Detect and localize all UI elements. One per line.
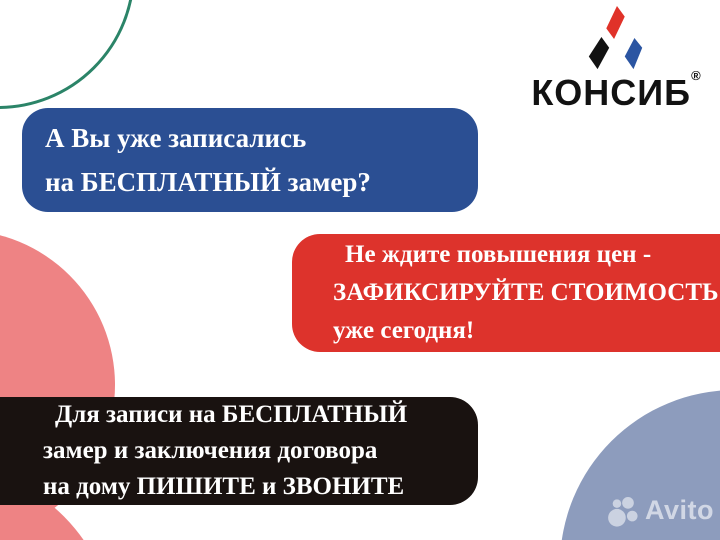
brand-name	[526, 68, 706, 113]
banner-line: уже сегодня!	[333, 317, 475, 344]
banner-line: Для записи на БЕСПЛАТНЫЙ	[55, 401, 408, 428]
registered-trademark-symbol: ®	[691, 68, 701, 83]
avito-logo-icon	[606, 492, 640, 528]
avito-watermark	[606, 492, 714, 528]
banner-line: А Вы уже записались	[45, 123, 307, 153]
banner-line: ЗАФИКСИРУЙТЕ СТОИМОСТЬ	[333, 279, 719, 306]
banner-price-lock	[292, 234, 720, 352]
brand-text: КОНСИБ	[531, 72, 692, 113]
banner-line: на БЕСПЛАТНЫЙ замер?	[45, 167, 371, 197]
konsib-logo-icon	[585, 5, 647, 73]
banner-call-to-action	[0, 397, 478, 505]
banner-line: на дому ПИШИТЕ и ЗВОНИТЕ	[43, 473, 405, 500]
decor-teal-circle-outline	[0, 0, 135, 109]
banner-line: Не ждите повышения цен -	[345, 241, 652, 268]
banner-line: замер и заключения договора	[43, 437, 378, 464]
avito-watermark-label: Avito	[645, 494, 714, 525]
banner-free-measure-question	[22, 108, 478, 212]
konsib-logo	[526, 5, 706, 111]
